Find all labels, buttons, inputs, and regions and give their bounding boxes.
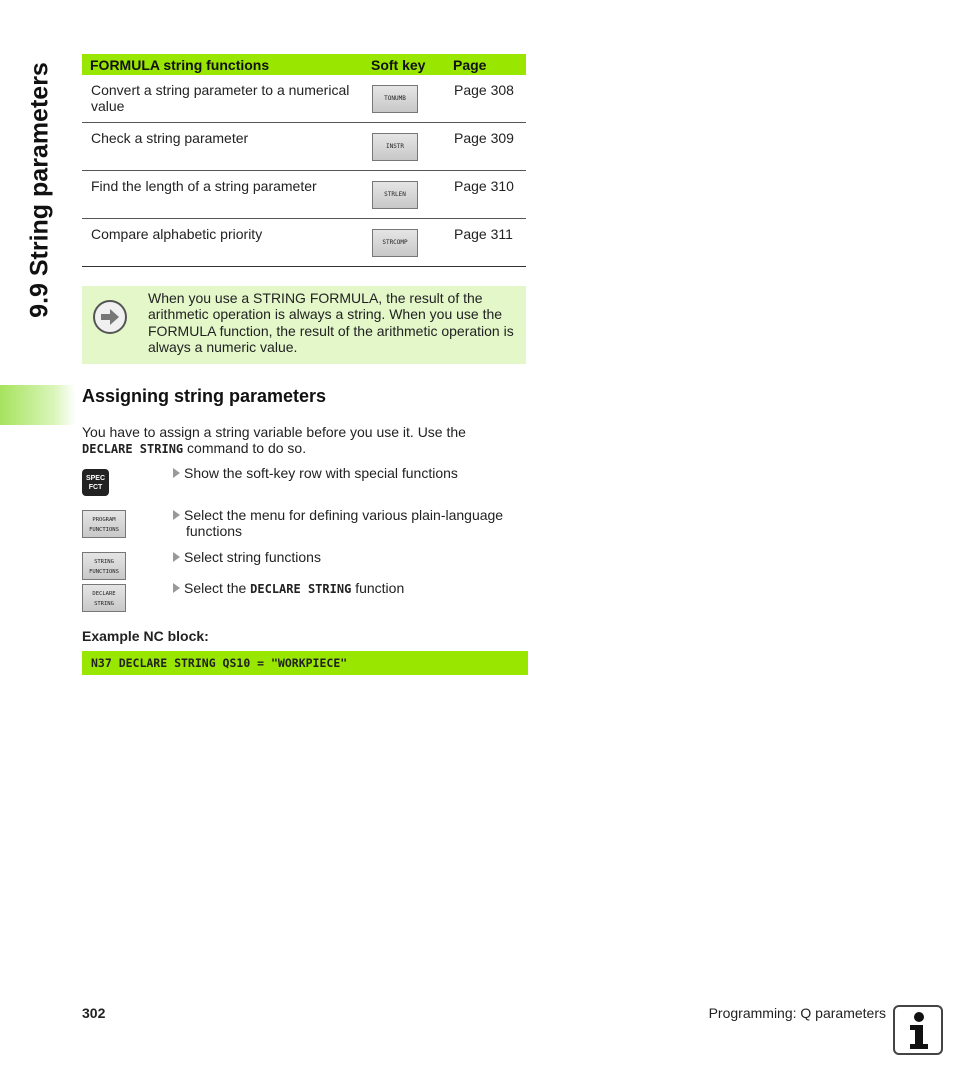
chapter-side-title — [14, 50, 66, 330]
row-description: Find the length of a string parameter — [82, 171, 363, 219]
chapter-side-title-text: 9.9 String parameters — [25, 62, 54, 318]
formula-string-functions-table — [82, 54, 526, 267]
row-page: Page 310 — [445, 171, 526, 219]
strlen-softkey[interactable]: STRLEN — [372, 181, 418, 209]
step-triangle-icon — [173, 468, 180, 478]
table-row — [82, 123, 526, 171]
info-icon — [893, 1005, 943, 1055]
program-functions-softkey[interactable]: PROGRAM FUNCTIONS — [82, 510, 126, 538]
note-text: When you use a STRING FORMULA, the result of the arithmetic operation is always a string. When you use the FORMULA function, the result of the arithmetic operation is always a numeric value. — [148, 290, 514, 355]
step-4: Select the DECLARE STRING function — [173, 580, 533, 597]
page-number: 302 — [82, 1005, 106, 1021]
inline-code: DECLARE STRING — [82, 442, 184, 456]
step-3: Select string functions — [173, 549, 533, 565]
row-description: Compare alphabetic priority — [82, 219, 363, 267]
inline-code: DECLARE STRING — [250, 582, 352, 596]
arrow-right-icon — [93, 300, 127, 334]
table-row — [82, 171, 526, 219]
header-page: Page — [445, 54, 526, 75]
example-code-block: N37 DECLARE STRING QS10 = "WORKPIECE" — [82, 651, 528, 675]
step-triangle-icon — [173, 510, 180, 520]
spec-fct-key[interactable]: SPEC FCT — [82, 469, 109, 496]
step-2: Select the menu for defining various plain-language functions — [173, 507, 533, 539]
example-label: Example NC block: — [82, 628, 209, 644]
row-description: Convert a string parameter to a numerical value — [82, 75, 363, 123]
step-triangle-icon — [173, 552, 180, 562]
note-box — [82, 286, 526, 364]
footer-title: Programming: Q parameters — [708, 1005, 886, 1021]
section-intro: You have to assign a string variable before you use it. Use the DECLARE STRING command to do so. — [82, 424, 466, 456]
declare-string-softkey[interactable]: DECLARE STRING — [82, 584, 126, 612]
header-softkey: Soft key — [363, 54, 445, 75]
instr-softkey[interactable]: INSTR — [372, 133, 418, 161]
row-page: Page 308 — [445, 75, 526, 123]
table-row — [82, 219, 526, 267]
strcomp-softkey[interactable]: STRCOMP — [372, 229, 418, 257]
step-triangle-icon — [173, 583, 180, 593]
table-header-row — [82, 54, 526, 75]
row-page: Page 311 — [445, 219, 526, 267]
row-description: Check a string parameter — [82, 123, 363, 171]
tonumb-softkey[interactable]: TONUMB — [372, 85, 418, 113]
section-heading: Assigning string parameters — [82, 386, 327, 406]
table-row — [82, 75, 526, 123]
step-1: Show the soft-key row with special functions — [173, 465, 533, 481]
row-page: Page 309 — [445, 123, 526, 171]
string-functions-softkey[interactable]: STRING FUNCTIONS — [82, 552, 126, 580]
header-functions: FORMULA string functions — [82, 54, 363, 75]
chapter-tab-marker — [0, 385, 76, 425]
